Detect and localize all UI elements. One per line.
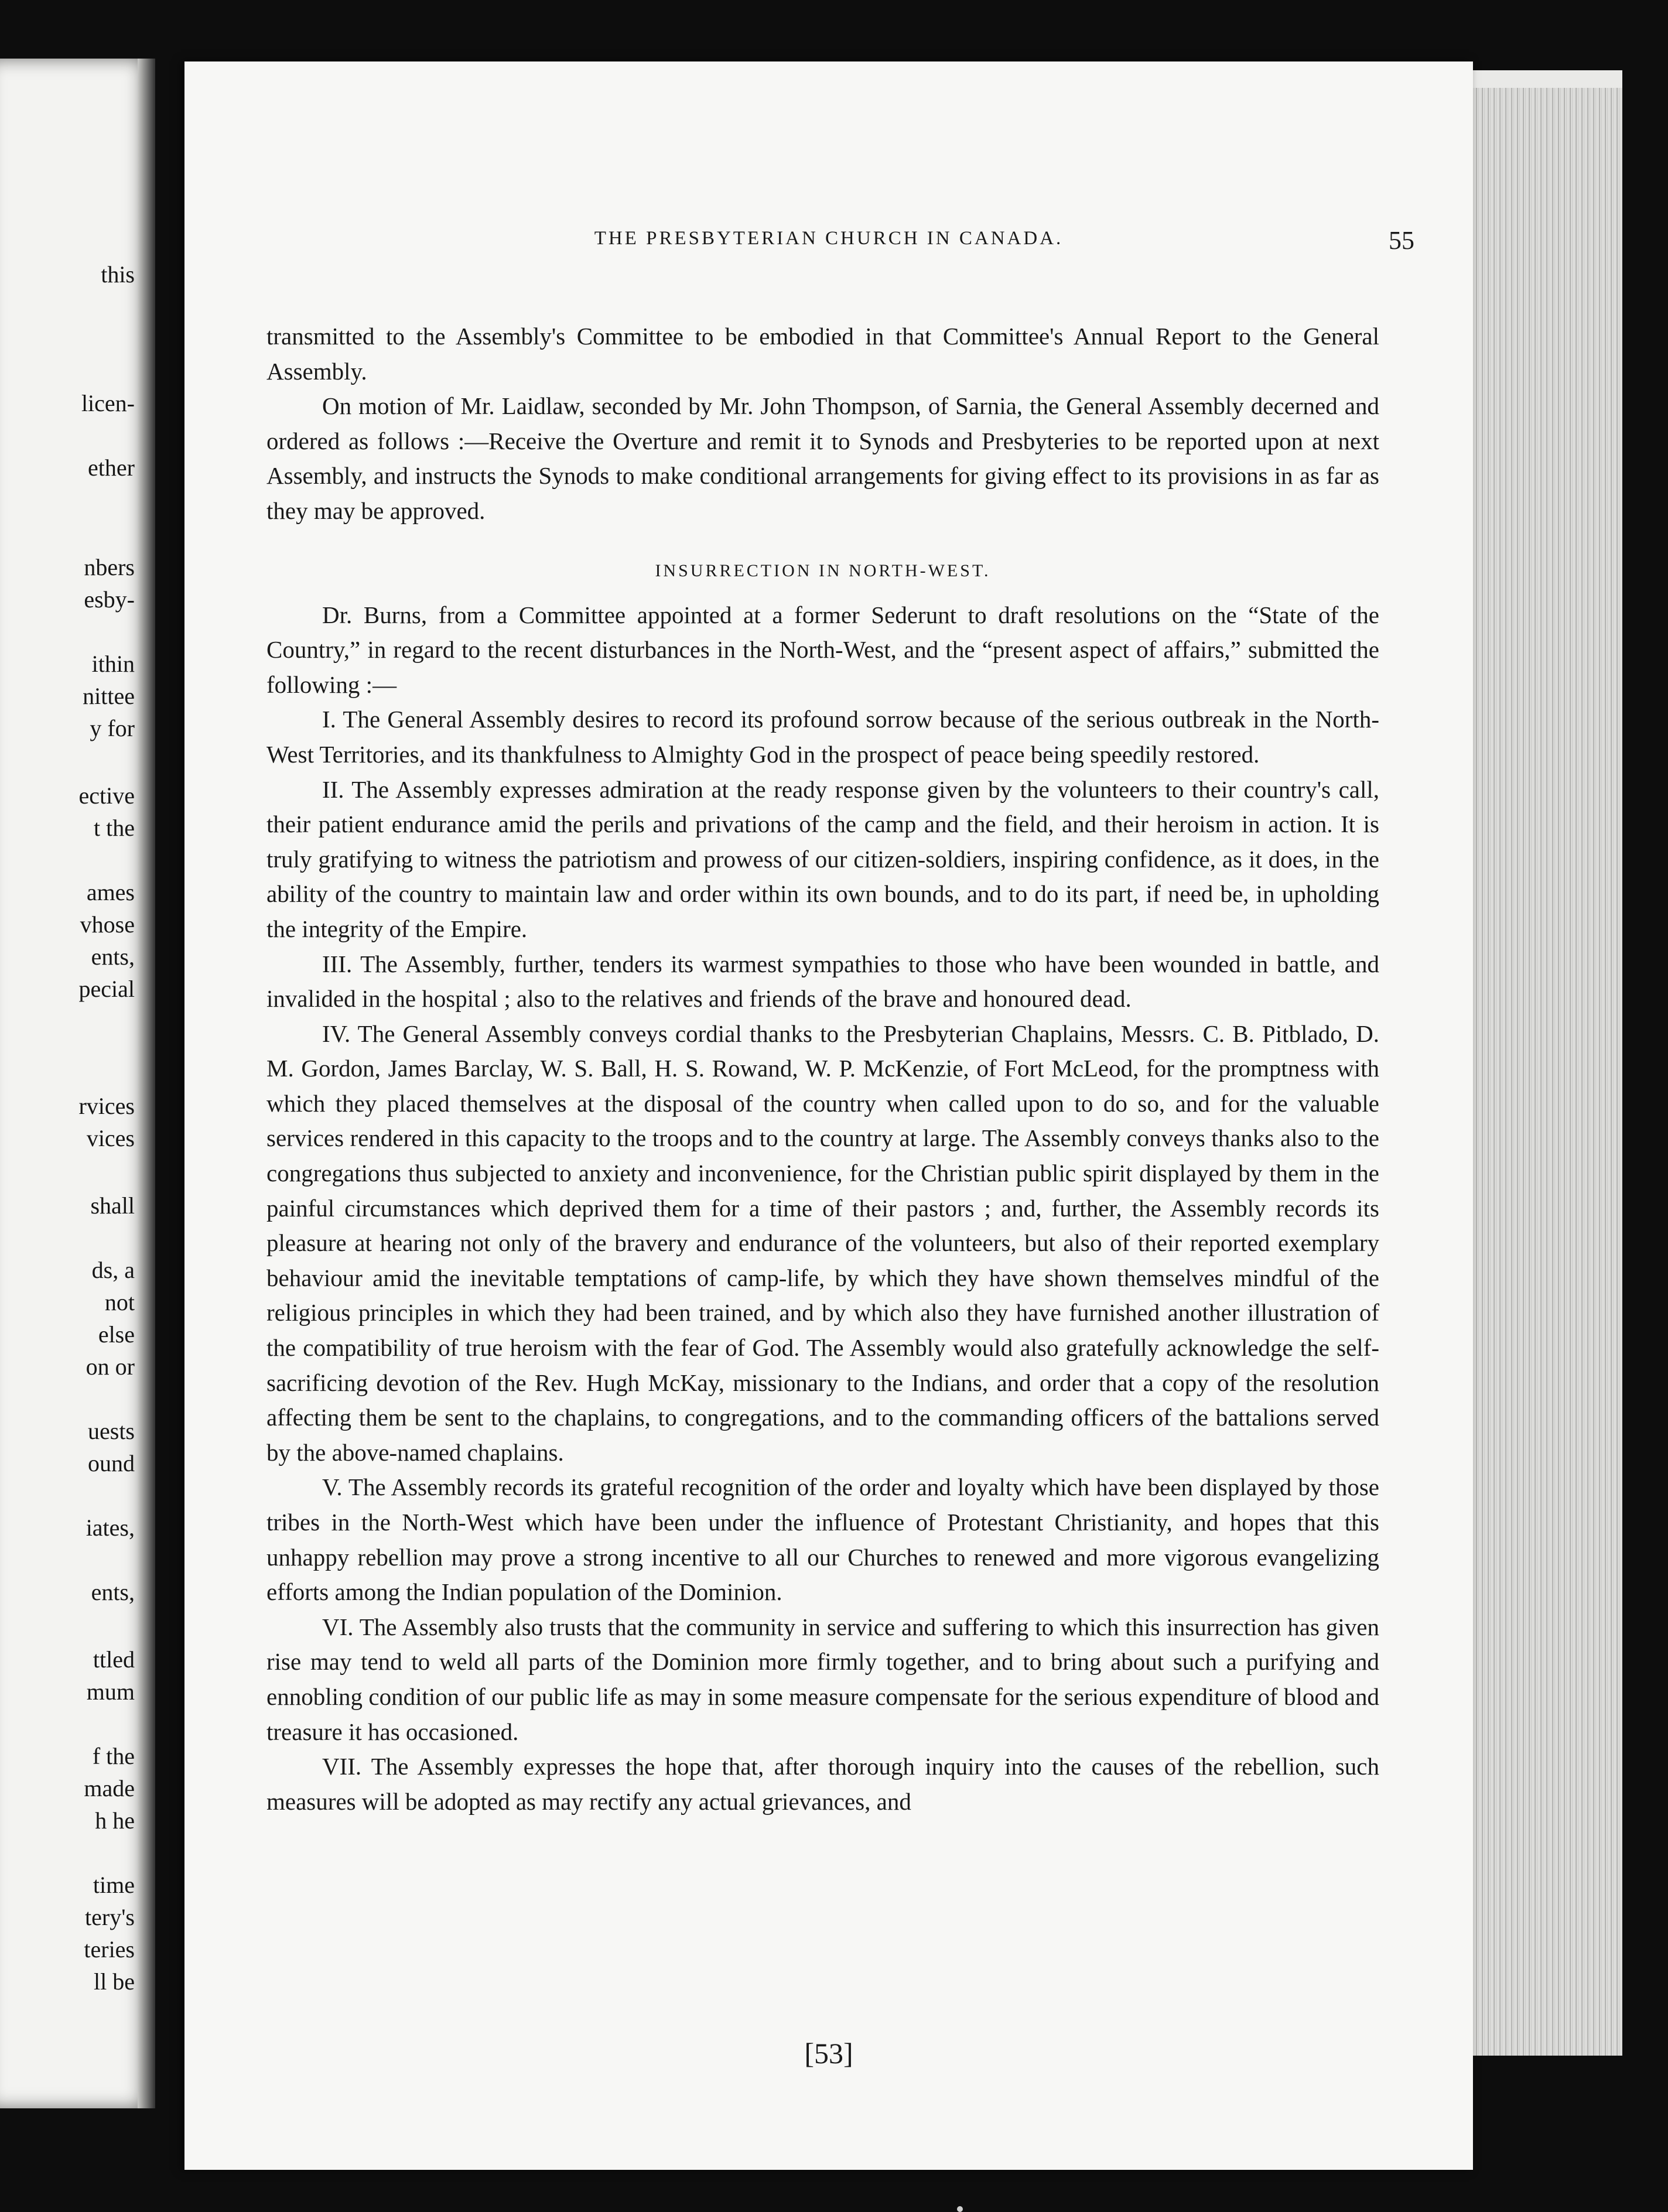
- left-fragment: ents,: [91, 943, 135, 970]
- left-fragment: uests: [88, 1418, 135, 1444]
- resolution-paragraph: V. The Assembly records its grateful recognition of the order and loyalty which have been displayed by those tribes in the North-West which have been under the influence of Protestant Christianity, and hopes that this unhappy rebellion may prove a strong incentive to all our Churches to renewed and more vigorous evangelizing efforts among the Indian population of the Dominion.: [266, 1473, 1379, 1606]
- motion-paragraph: On motion of Mr. Laidlaw, seconded by Mr. John Thompson, of Sarnia, the General Assembly decerned and ordered as follows :—Receive the Overture and remit it to Synods and Presbyteries to be reported upon at next Assembly, and instructs the Synods to make conditional arrangements for giving effect to its provisions in as far as they may be approved.: [266, 392, 1379, 524]
- left-fragment: ithin: [91, 651, 135, 677]
- running-head: THE PRESBYTERIAN CHURCH IN CANADA.: [594, 228, 1064, 249]
- left-fragment: not: [104, 1289, 135, 1315]
- continuation-paragraph: transmitted to the Assembly's Committee to be embodied in that Committee's Annual Report to the General Assembly.: [266, 323, 1379, 385]
- left-fragment: ents,: [91, 1579, 135, 1605]
- left-fragment: nittee: [83, 683, 135, 709]
- resolution-paragraph: IV. The General Assembly conveys cordial thanks to the Presbyterian Chaplains, Messrs. C. B. Pitblado, D. M. Gordon, James Barclay, W. S. Ball, H. S. Rowand, W. P. McKenzie, of Fort McLeod, for the promptness with which they placed themselves at the disposal of the country when called upon to do so, and for the valuable services rendered in this capacity to the troops and to the country at large. The Assembly conveys thanks also to the congregations thus subjected to anxiety and inconvenience, for the Christian public spirit displayed by them in the painful circumstances which deprived them for a time of their pastors ; and, further, the Assembly records its pleasure at hearing not only of the bravery and endurance of the volunteers, but also of their reported exemplary behaviour amid the inevitable temptations of camp-life, by which they have shown themselves mindful of the religious principles in which they had been trained, and by which also they have furnished another illustration of the compatibility of true heroism with the fear of God. The Assembly would also gratefully acknowledge the self-sacrificing devotion of the Rev. Hugh McKay, missionary to the Indians, and order that a copy of the resolution affecting them be sent to the chaplains, to congregations, and to the commanding officers of the battalions served by the above-named chaplains.: [266, 1020, 1379, 1466]
- resolution-paragraph: II. The Assembly expresses admiration at the ready response given by the volunteers to their country's call, their patient endurance amid the perils and privations of the camp and the field, and their heroism in action. It is truly gratifying to witness the patriotism and prowess of our citizen-soldiers, inspiring confidence, as it does, in the ability of the country to maintain law and order within its own bounds, and to do its part, if need be, in upholding the integrity of the Empire.: [266, 775, 1379, 942]
- left-fragment: ds, a: [91, 1257, 135, 1283]
- left-fragment: pecial: [78, 976, 135, 1002]
- page-stack-edge: [1467, 88, 1622, 2056]
- signature-mark: [53]: [804, 2037, 853, 2070]
- left-fragment: this: [101, 261, 135, 288]
- left-fragment: esby-: [84, 586, 135, 613]
- left-fragment: h he: [95, 1807, 135, 1834]
- left-fragment: y for: [90, 715, 135, 741]
- page-body: [266, 319, 1379, 1819]
- left-fragment: rvices: [78, 1093, 135, 1119]
- left-fragment: iates,: [86, 1514, 135, 1541]
- previous-page-text: [0, 59, 135, 2108]
- resolution-paragraph: III. The Assembly, further, tenders its warmest sympathies to those who have been wounded in battle, and invalided in the hospital ; also to the relatives and friends of the brave and honoured dead.: [266, 950, 1379, 1013]
- book-page: [184, 61, 1473, 2170]
- left-fragment: mum: [86, 1678, 135, 1705]
- left-fragment: ether: [88, 454, 135, 481]
- left-fragment: tery's: [85, 1904, 135, 1930]
- left-fragment: on or: [86, 1353, 135, 1380]
- left-fragment: ound: [88, 1450, 135, 1476]
- left-fragment: licen-: [81, 390, 135, 416]
- left-fragment: made: [84, 1775, 135, 1801]
- left-fragment: teries: [84, 1936, 135, 1963]
- left-fragment: f the: [92, 1743, 135, 1769]
- left-fragment: ttled: [93, 1646, 135, 1673]
- left-fragment: vhose: [80, 911, 135, 938]
- left-fragment: nbers: [84, 554, 135, 580]
- left-fragment: ll be: [94, 1968, 135, 1995]
- intro-paragraph: Dr. Burns, from a Committee appointed at a former Sederunt to draft resolutions on the “State of the Country,” in regard to the recent disturbances in the North-West, and the “present aspect of affairs,” submitted the following :—: [266, 601, 1379, 698]
- left-fragment: time: [93, 1872, 135, 1898]
- left-fragment: vices: [86, 1125, 135, 1151]
- left-fragment: shall: [90, 1192, 135, 1219]
- page-number: 55: [1389, 226, 1414, 255]
- section-heading: INSURRECTION IN NORTH-WEST.: [655, 560, 991, 580]
- resolution-paragraph: I. The General Assembly desires to record its profound sorrow because of the serious outbreak in the North-West Territories, and its thankfulness to Almighty God in the prospect of peace being speedily restored.: [266, 706, 1379, 768]
- left-fragment: ames: [86, 879, 135, 905]
- left-fragment: ective: [78, 782, 135, 809]
- resolution-paragraph: VI. The Assembly also trusts that the community in service and suffering to which this insurrection has given rise may tend to weld all parts of the Dominion more firmly together, and to bring about such a purifying and ennobling condition of our public life as may in some measure compensate for the serious expenditure of blood and treasure it has occasioned.: [266, 1613, 1379, 1745]
- previous-page-fragment: [0, 59, 155, 2108]
- book-gutter: [138, 59, 155, 2108]
- ink-dot: [957, 2206, 963, 2212]
- left-fragment: else: [98, 1321, 135, 1348]
- left-fragment: t the: [94, 815, 135, 841]
- resolution-paragraph: VII. The Assembly expresses the hope that, after thorough inquiry into the causes of the rebellion, such measures will be adopted as may rectify any actual grievances, and: [266, 1753, 1379, 1815]
